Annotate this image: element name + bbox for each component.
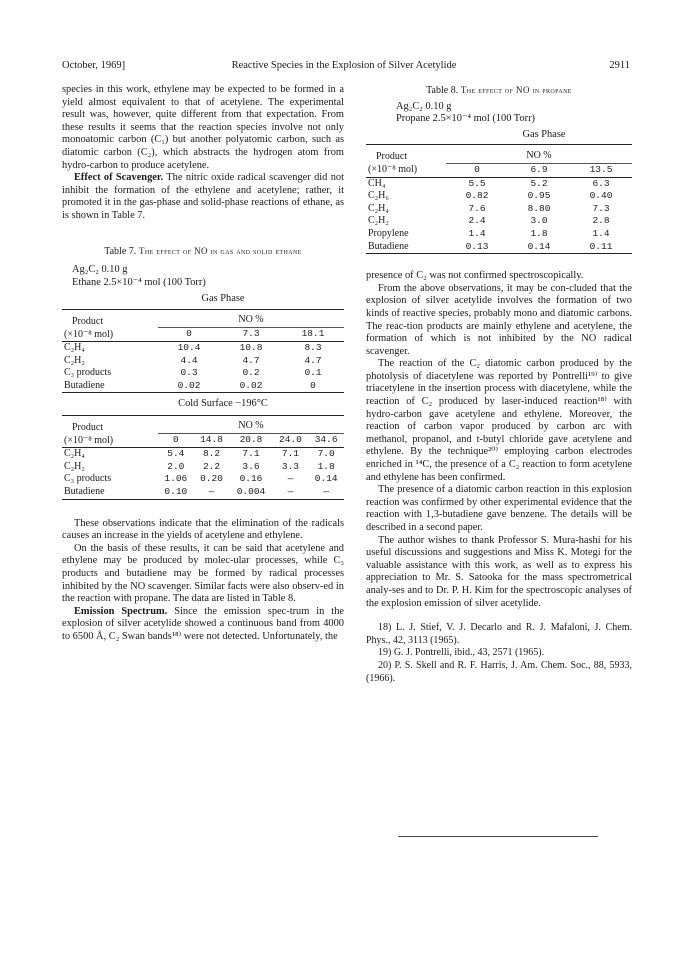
row-label: C₂H₄: [64, 342, 85, 354]
cell: 0.3: [180, 367, 198, 379]
table-row: [62, 448, 344, 461]
table-row: [366, 203, 632, 216]
table-row: [62, 473, 344, 486]
column-header: 0: [446, 163, 508, 177]
row-label: Butadiene: [64, 486, 105, 498]
row-label: C₃ products: [64, 367, 112, 379]
paragraph-text: Since the emission spec-trum in the explosion of silver acetylide showed a continuous band from 4000 to 6500 Å, C₂ Swan bands¹⁸⁾ were not detected. Unfortunately, the: [62, 605, 345, 642]
row-label: C₂H₆: [368, 190, 389, 202]
cell: —: [287, 486, 294, 498]
column-header: 7.3: [220, 328, 282, 342]
cell: 7.6: [468, 202, 486, 214]
section-heading-emission: Emission Spectrum.: [74, 605, 168, 617]
table-row: [62, 380, 344, 393]
caption-number: Table 8.: [426, 85, 459, 96]
paragraph: presence of C₂ was not confirmed spectroscopically.: [366, 270, 584, 282]
no-percent-label: NO %: [238, 420, 264, 432]
cell: 0.11: [589, 240, 613, 252]
cell: 8.80: [527, 202, 551, 214]
paragraph: [62, 172, 344, 222]
paragraph: The author wishes to thank Professor S. Mura-hashi for his useful discussions and suggestions and Miss K. Motegi for the valuable assistance with this work, as well as to express his appreciation to Mr. S. Satooka for the mass spectrometrical analy-ses and to Dr. P. H. Kim for the spectroscopic analyses of the explosion emission of silver acetylide.: [366, 534, 632, 609]
row-label: C₂H₄: [368, 202, 389, 214]
cell: 0.95: [527, 190, 551, 202]
product-label: Product: [72, 422, 104, 434]
cell: 7.1: [242, 448, 260, 460]
running-header-title: Reactive Species in the Explosion of Silver Acetylide: [231, 60, 457, 71]
paragraph-text: The nitric oxide radical scavenger did not inhibit the formation of the ethylene and acetylene; rather, it promoted it in the gas-phase and solid-phase reactions of ethane, as is shown in Table 7.: [62, 172, 344, 221]
cell: 0.13: [465, 240, 489, 252]
cell: 0.82: [465, 190, 489, 202]
references: [366, 622, 632, 685]
cell: —: [287, 473, 294, 485]
cell: 0.10: [164, 486, 188, 498]
row-label: Butadiene: [64, 379, 105, 391]
cell: 10.4: [177, 342, 201, 354]
caption-number: Table 7.: [104, 245, 137, 257]
left-column: [62, 84, 344, 644]
no-percent-label: NO %: [238, 314, 264, 326]
cell: 3.3: [281, 460, 299, 472]
table-row: [366, 190, 632, 203]
row-label: C₂H₂: [368, 215, 389, 227]
row-label: Butadiene: [368, 240, 409, 252]
no-header: [446, 145, 632, 163]
table-row: [366, 228, 632, 241]
cell: 10.8: [239, 342, 263, 354]
cell: 0.20: [200, 473, 223, 485]
row-label: C₃ products: [64, 473, 112, 485]
column-header: 24.0: [273, 434, 309, 448]
cell: 8.2: [202, 448, 221, 460]
paragraph: The presence of a diatomic carbon reaction in this explosion reaction was confirmed by other experimental evidence that the reaction with 1,3-butadiene gave benzene. The details will be described in a second paper.: [366, 484, 632, 533]
cell: 4.4: [180, 354, 198, 366]
table-8-gas-phase: [366, 144, 632, 254]
cell: 0.2: [242, 367, 260, 379]
table-8: [366, 84, 632, 254]
cell: 0.16: [239, 473, 263, 485]
column-header: 18.1: [282, 328, 344, 342]
table-row: [62, 367, 344, 380]
paragraph: species in this work, ethylene may be expected to be formed in a yield almost equivalent to that of acetylene. The experimental result was, however, quite different from that expectation. From these results it seems that the reaction species involve not only monoatomic carbon (C₁) but another polyatomic carbon, such as diatomic carbon (C₂), which abstracts the hydrogen atom from hydro-carbon to produce acetylene.: [62, 84, 344, 171]
row-label: C₂H₄: [64, 448, 85, 460]
row-label: C₂H₂: [64, 460, 85, 472]
product-header: [366, 145, 446, 177]
reference-item: 20) P. S. Skell and R. F. Harris, J. Am. Chem. Soc., 88, 5933, (1966).: [366, 659, 632, 684]
cell: 3.6: [242, 460, 260, 472]
paragraph: On the basis of these results, it can be said that acetylene and ethylene may be produced by molec-ular processes, while C₃ products and butadiene may be formed by radical processes inhibited by the NO scavenger. Similar facts were also observ-ed in the reaction with propane. The data are listed in Table 8.: [62, 542, 344, 605]
table-row: [366, 215, 632, 228]
page-number: 2911: [609, 60, 630, 71]
cell: 1.4: [592, 227, 610, 239]
cell: 0: [310, 379, 316, 391]
no-header: [158, 309, 344, 327]
cell: 4.7: [242, 354, 260, 366]
product-label: Product: [72, 315, 104, 327]
cell: 6.3: [592, 177, 610, 189]
table-row: [62, 486, 344, 499]
table-row: [366, 177, 632, 190]
product-header: [62, 309, 158, 341]
cell: 0.004: [236, 486, 266, 498]
cell: 5.5: [468, 177, 486, 189]
cell: 5.2: [530, 177, 548, 189]
table-7: [62, 245, 344, 500]
table-8-gas-phase-title: Gas Phase: [522, 128, 566, 140]
running-header-date: October, 1969]: [62, 60, 126, 71]
cell: 0.02: [177, 379, 201, 391]
cell: 1.8: [317, 460, 335, 472]
cell: 1.8: [530, 227, 548, 239]
cell: 0.40: [589, 190, 613, 202]
no-percent-label: NO %: [526, 149, 552, 161]
column-header: 14.8: [194, 434, 230, 448]
product-header: [62, 416, 158, 448]
footer-rule: [398, 836, 598, 837]
paragraph: These observations indicate that the elimination of the radicals causes an increase in the yields of acetylene and ethylene.: [62, 517, 344, 542]
column-header: 20.8: [229, 434, 272, 448]
table-7-gas-phase: [62, 309, 344, 394]
reference-item: 18) L. J. Stief, V. J. Decarlo and R. J. Mafaloni, J. Chem. Phys., 42, 3113 (1965).: [366, 622, 632, 646]
caption-text: The effect of NO in gas and solid ethane: [138, 245, 302, 256]
cell: 5.4: [167, 448, 185, 460]
column-header: 6.9: [508, 163, 570, 177]
paragraph: From the above observations, it may be con-cluded that the explosion of silver acetylide involves the formation of two kinds of reactive species, probably mono and diatomic carbons. The reac-tion products are mainly ethylene and acetylene, the formation of which is not inhibited by the NO radical scavenger.: [366, 282, 632, 357]
table-row: [62, 342, 344, 355]
table-7-gas-phase-title: Gas Phase: [201, 293, 245, 305]
cell: 7.1: [281, 448, 299, 460]
table-7-sample: Ag₂C₂ 0.10 g: [72, 264, 128, 276]
unit-label: (×10⁻⁸ mol): [368, 163, 418, 175]
no-header: [158, 416, 344, 434]
table-7-gas: Ethane 2.5×10⁻⁴ mol (100 Torr): [72, 276, 206, 288]
cell: 0.14: [527, 240, 551, 252]
cell: 2.0: [167, 460, 185, 472]
cell: 2.4: [468, 215, 486, 227]
cell: 1.06: [164, 473, 188, 485]
paragraph: [62, 606, 344, 644]
table-8-caption: [366, 84, 632, 98]
table-8-gas: Propane 2.5×10⁻⁴ mol (100 Torr): [396, 113, 536, 125]
cell: 2.2: [202, 460, 221, 472]
column-header: 34.6: [308, 434, 344, 448]
caption-text: The effect of NO in propane: [460, 85, 572, 95]
cell: 1.4: [468, 227, 486, 239]
cell: —: [208, 486, 215, 498]
cell: 3.0: [530, 215, 548, 227]
cell: 2.8: [592, 215, 610, 227]
row-label: C₂H₂: [64, 354, 85, 366]
section-heading-scavenger: Effect of Scavenger.: [74, 172, 164, 184]
cell: 0.14: [314, 473, 338, 485]
table-7-cold-surface-title: Cold Surface −196°C: [178, 398, 268, 410]
column-header: 0: [158, 328, 220, 342]
cell: 4.7: [304, 354, 322, 366]
row-label: CH₄: [368, 177, 386, 189]
reference-item: 19) G. J. Pontrelli, ibid., 43, 2571 (1965).: [378, 647, 545, 659]
column-header: 0: [158, 434, 194, 448]
table-row: [62, 461, 344, 474]
cell: 0.1: [304, 367, 322, 379]
cell: —: [323, 486, 329, 498]
table-8-sample: Ag₂C₂ 0.10 g: [396, 100, 452, 112]
table-row: [366, 241, 632, 254]
table-7-caption: [62, 245, 344, 259]
cell: 7.0: [317, 448, 335, 460]
product-label: Product: [376, 151, 408, 163]
cell: 8.3: [304, 342, 322, 354]
cell: 0.02: [239, 379, 263, 391]
cell: 7.3: [592, 202, 610, 214]
paragraph: The reaction of the C₂ diatomic carbon produced by the photolysis of diacetylene was reported by Pontrelli¹⁹⁾ to give triacetylene in the insertion process with diacetylene, while the reaction of C₂ produced by laser-induced reaction¹⁸⁾ with hydro-carbon gave acetylene and ethylene. Moreover, the reaction of carbon vapor produced by carbon arc with methanol, propanol, and t-butyl chloride gave acetylene and ethylene. By the technique²⁰⁾ employing carbon electrodes enriched in ¹⁴C, the presence of a C₂ reaction to form acetylene and ethylene has been confirmed.: [366, 358, 632, 483]
table-7-cold-surface: [62, 415, 344, 500]
table-row: [62, 355, 344, 368]
unit-label: (×10⁻⁸ mol): [64, 328, 114, 340]
unit-label: (×10⁻⁸ mol): [64, 434, 114, 446]
right-column: [366, 84, 632, 685]
column-header: 13.5: [570, 163, 632, 177]
row-label: Propylene: [368, 227, 409, 239]
